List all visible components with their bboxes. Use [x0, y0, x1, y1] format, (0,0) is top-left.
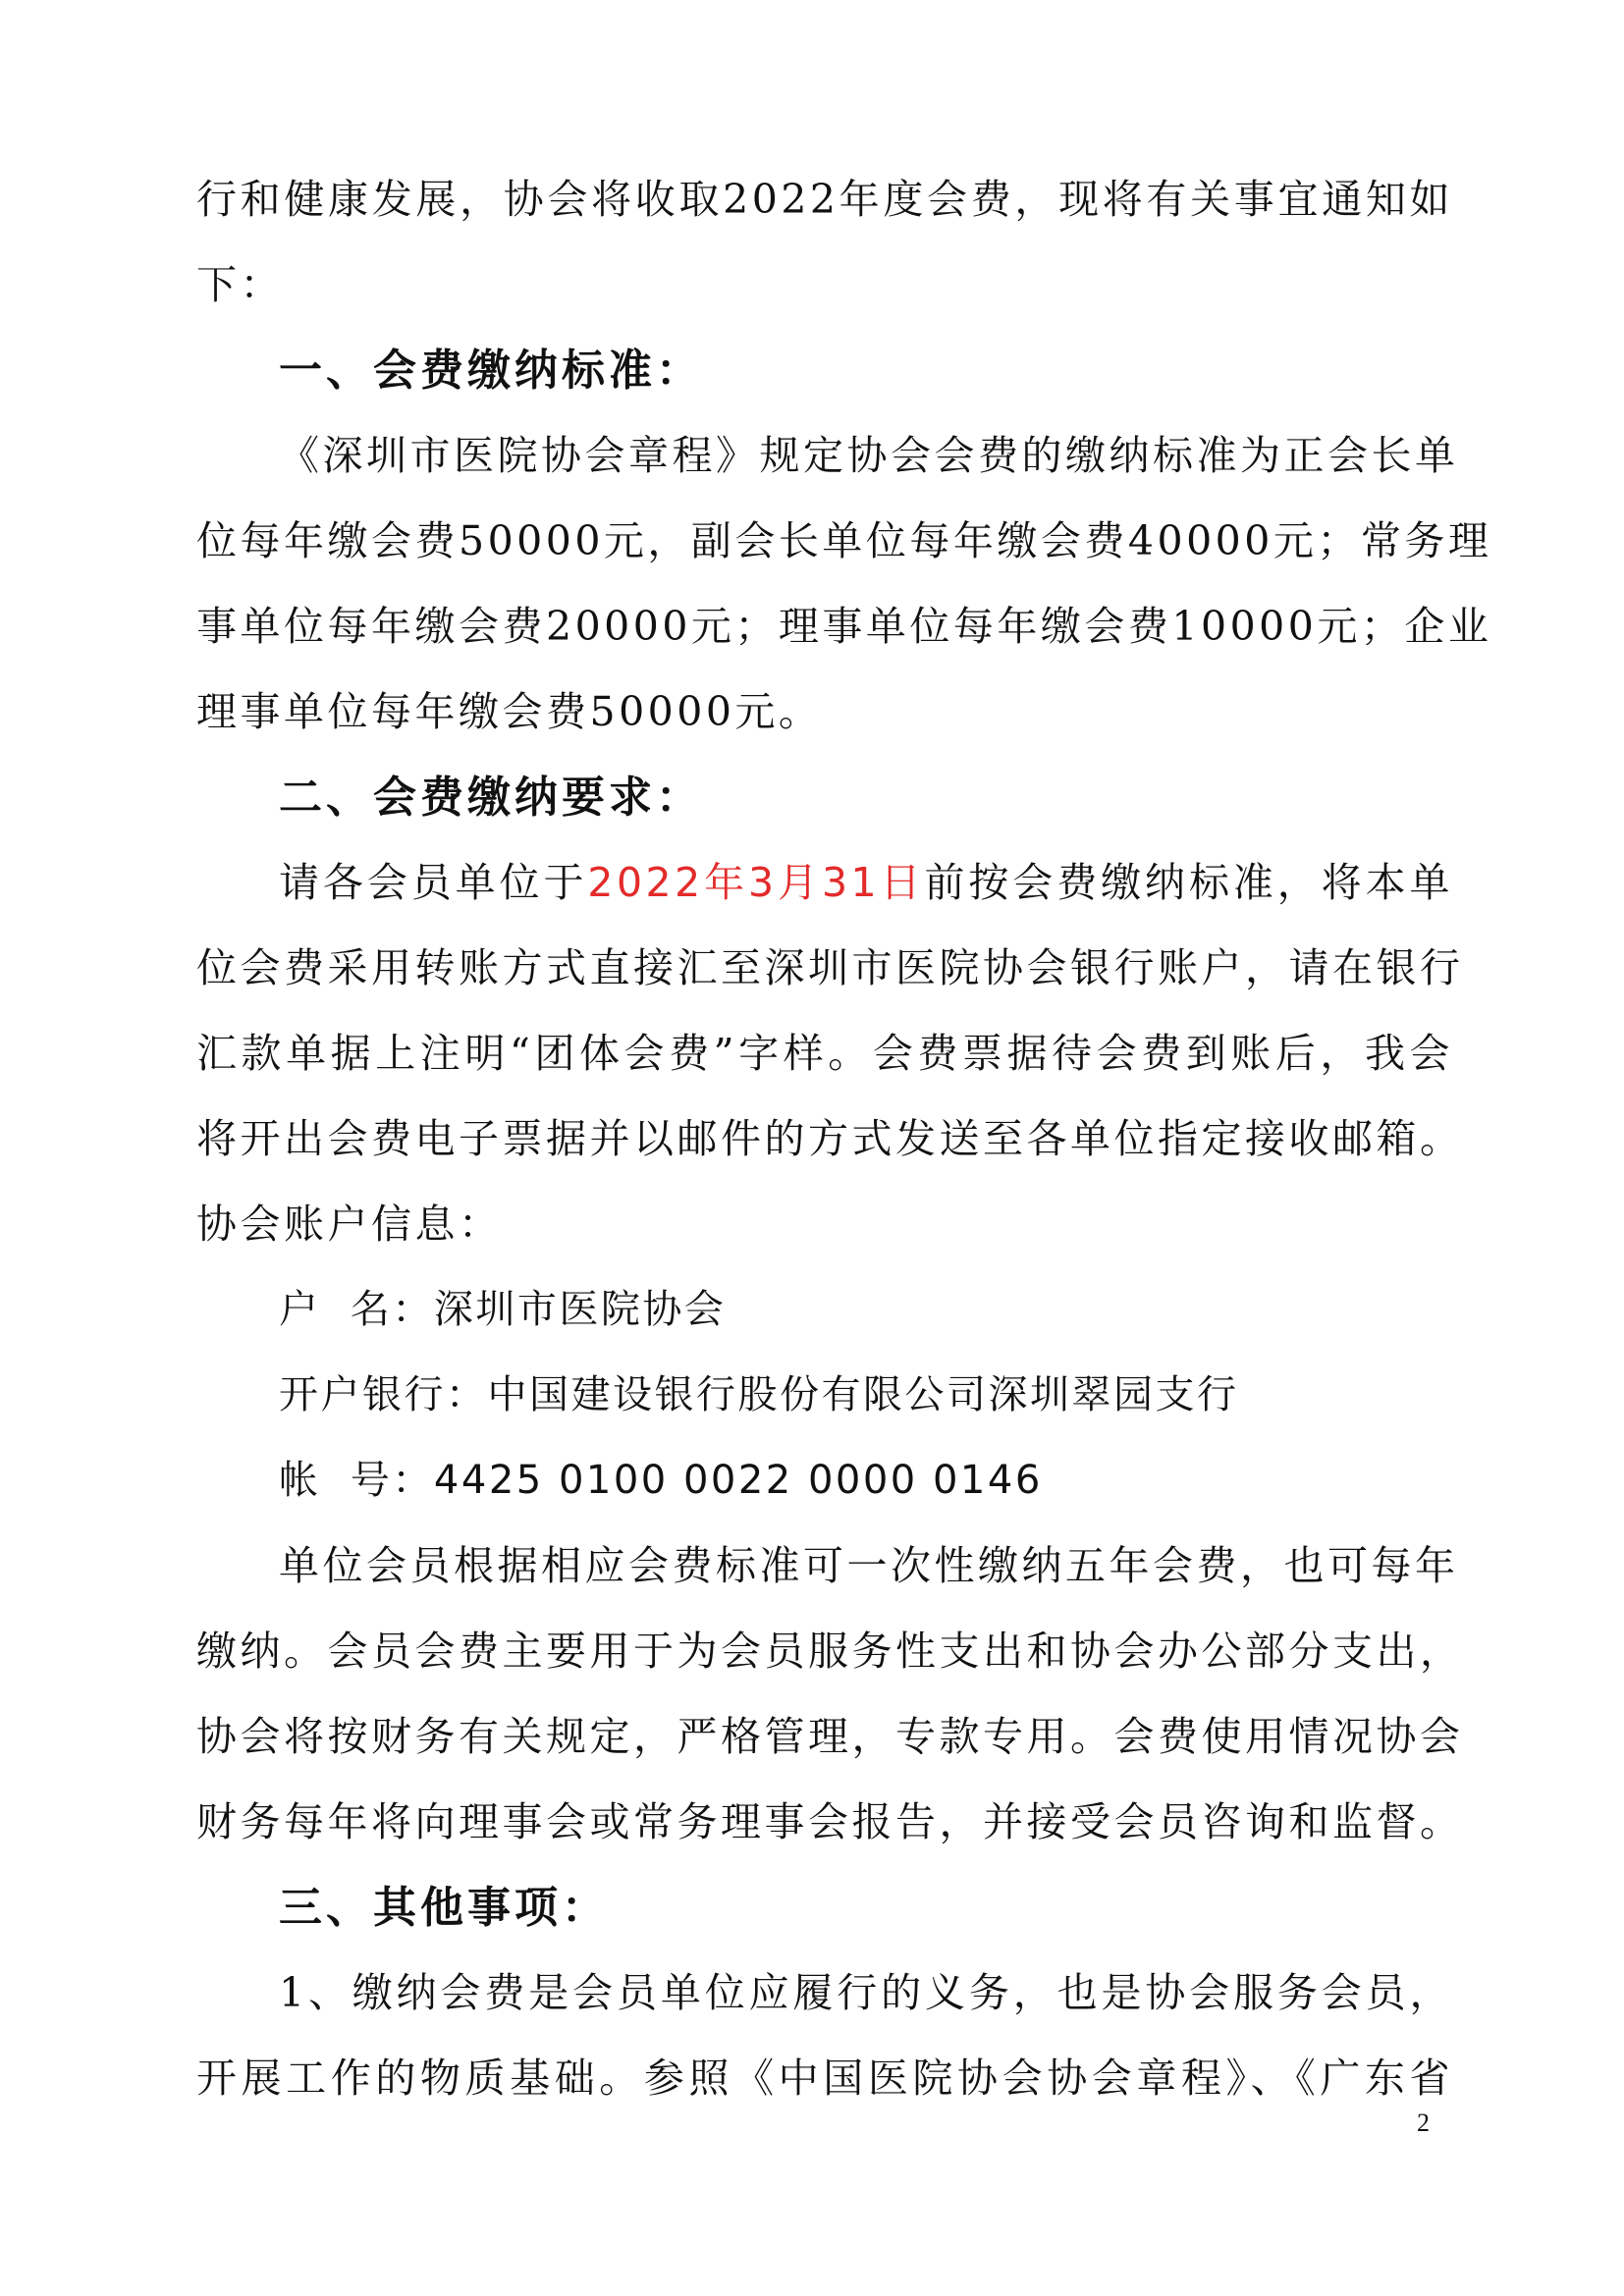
deadline-text: 前按会费缴纳标准，将本单: [924, 859, 1454, 906]
paragraph-line: 《深圳市医院协会章程》规定协会会费的缴纳标准为正会长单: [279, 432, 1459, 479]
paragraph-line: 协会账户信息：: [196, 1201, 503, 1248]
paragraph-line: 单位会员根据相应会费标准可一次性缴纳五年会费，也可每年: [279, 1542, 1459, 1589]
account-bank: 开户银行：中国建设银行股份有限公司深圳翠园支行: [279, 1372, 1239, 1417]
paragraph-line: 开展工作的物质基础。参照《中国医院协会协会章程》、《广东省: [196, 2055, 1453, 2102]
paragraph-line: 理事单位每年缴会费50000元。: [196, 688, 823, 735]
section-heading-2: 二、会费缴纳要求：: [279, 773, 703, 823]
account-number: 帐 号：4425 0100 0022 0000 0146: [279, 1458, 1043, 1503]
document-body: [196, 157, 1492, 2121]
paragraph-line: 财务每年将向理事会或常务理事会报告，并接受会员咨询和监督。: [196, 1798, 1464, 1845]
paragraph-line: 行和健康发展，协会将收取2022年度会费，现将有关事宜通知如: [196, 176, 1453, 223]
page-number: 2: [1417, 2109, 1430, 2137]
deadline-date: 2022年3月31日: [587, 859, 925, 906]
paragraph-line: 下：: [196, 261, 284, 308]
paragraph-line: 汇款单据上注明“团体会费”字样。会费票据待会费到账后，我会: [196, 1030, 1453, 1077]
paragraph-line: 缴纳。会员会费主要用于为会员服务性支出和协会办公部分支出，: [196, 1628, 1464, 1675]
deadline-intro: 请各会员单位于: [279, 859, 588, 906]
paragraph-line: 位每年缴会费50000元，副会长单位每年缴会费40000元；常务理: [196, 517, 1492, 564]
section-heading-3: 三、其他事项：: [279, 1883, 609, 1933]
paragraph-line: [196, 840, 1453, 926]
paragraph-line: 事单位每年缴会费20000元；理事单位每年缴会费10000元；企业: [196, 603, 1492, 650]
section-heading-1: 一、会费缴纳标准：: [279, 346, 703, 396]
account-name: 户 名：深圳市医院协会: [279, 1287, 727, 1332]
paragraph-line: 将开出会费电子票据并以邮件的方式发送至各单位指定接收邮箱。: [196, 1115, 1464, 1162]
paragraph-line: 协会将按财务有关规定，严格管理，专款专用。会费使用情况协会: [196, 1713, 1464, 1760]
paragraph-line: 1、缴纳会费是会员单位应履行的义务，也是协会服务会员，: [279, 1969, 1453, 2016]
paragraph-line: 位会费采用转账方式直接汇至深圳市医院协会银行账户，请在银行: [196, 944, 1464, 991]
